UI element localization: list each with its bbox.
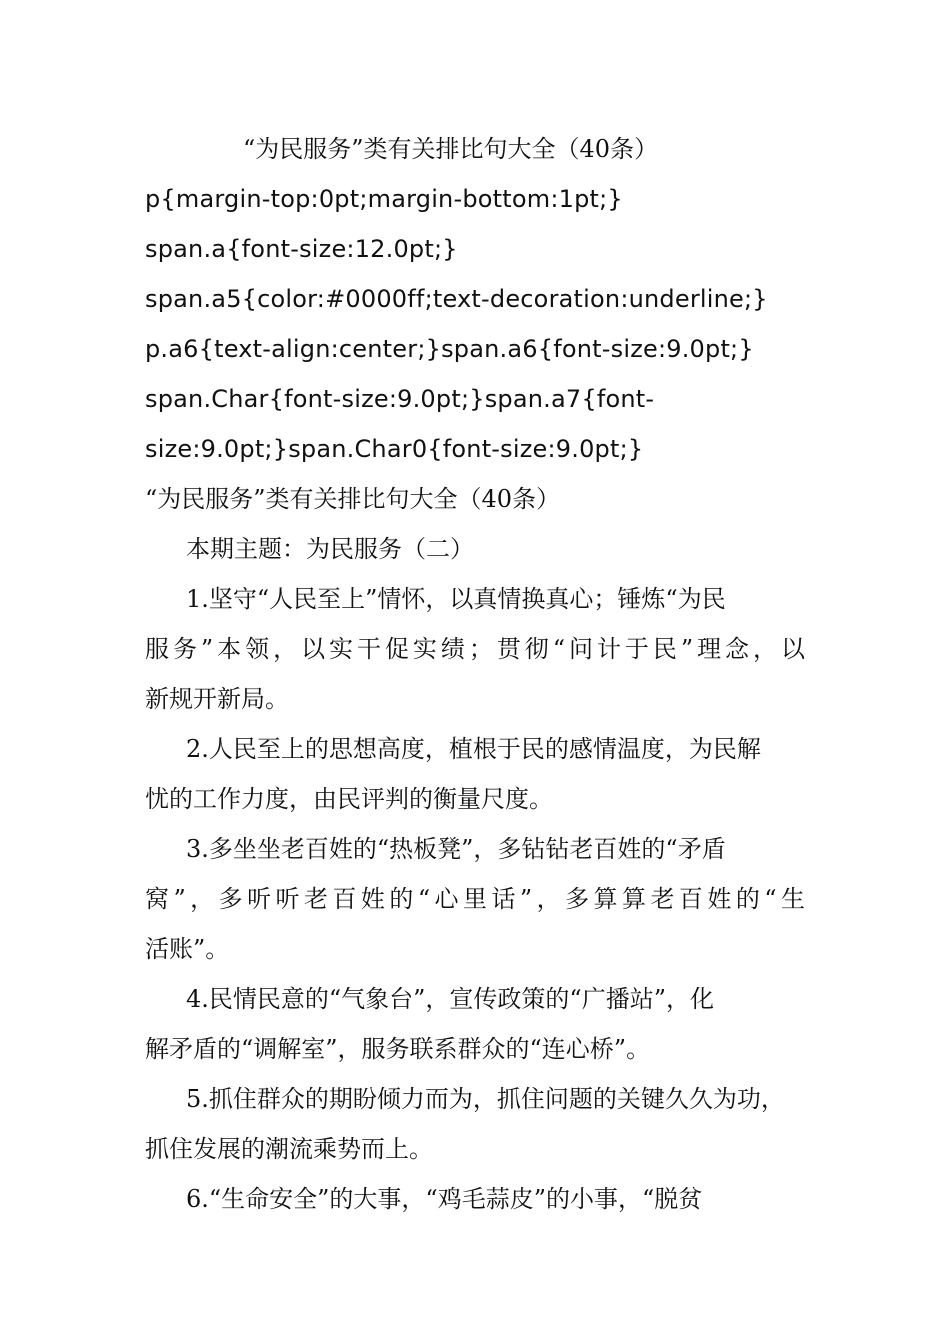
item-4-line-2: 解矛盾的“调解室”，服务联系群众的“连心桥”。 [145,1035,651,1063]
css-text-line: span.Char{font-size:9.0pt;}span.a7{font- [145,385,655,413]
document-title: “为民服务”类有关排比句大全（40条） [243,135,659,163]
css-text-line: span.a{font-size:12.0pt;} [145,235,458,263]
item-1-line-3: 新规开新局。 [145,685,289,713]
item-1-line-2: 服务”本领，以实干促实绩；贯彻“问计于民”理念，以 [145,635,805,663]
item-5-line-1: 5.抓住群众的期盼倾力而为，抓住问题的关键久久为功， [186,1085,785,1113]
css-text-line: size:9.0pt;}span.Char0{font-size:9.0pt;} [145,435,644,463]
item-2-line-1: 2.人民至上的思想高度，植根于民的感情温度，为民解 [186,735,761,763]
css-text-line: p{margin-top:0pt;margin-bottom:1pt;} [145,185,623,213]
article-title: “为民服务”类有关排比句大全（40条） [145,485,561,513]
css-text-line: p.a6{text-align:center;}span.a6{font-size:9.0pt;} [145,335,754,363]
item-3-line-2: 窝”，多听听老百姓的“心里话”，多算算老百姓的“生 [145,885,805,913]
item-2-line-2: 忧的工作力度，由民评判的衡量尺度。 [145,785,553,813]
css-text-line: span.a5{color:#0000ff;text-decoration:underline;} [145,285,768,313]
theme-line: 本期主题：为民服务（二） [186,535,474,563]
item-3-line-3: 活账”。 [145,935,230,963]
item-1-line-1: 1.坚守“人民至上”情怀，以真情换真心；锤炼“为民 [186,585,726,613]
item-5-line-2: 抓住发展的潮流乘势而上。 [145,1135,433,1163]
item-6-line-1: 6.“生命安全”的大事，“鸡毛蒜皮”的小事，“脱贫 [186,1185,703,1213]
item-3-line-1: 3.多坐坐老百姓的“热板凳”，多钻钻老百姓的“矛盾 [186,835,726,863]
item-4-line-1: 4.民情民意的“气象台”，宣传政策的“广播站”，化 [186,985,714,1013]
